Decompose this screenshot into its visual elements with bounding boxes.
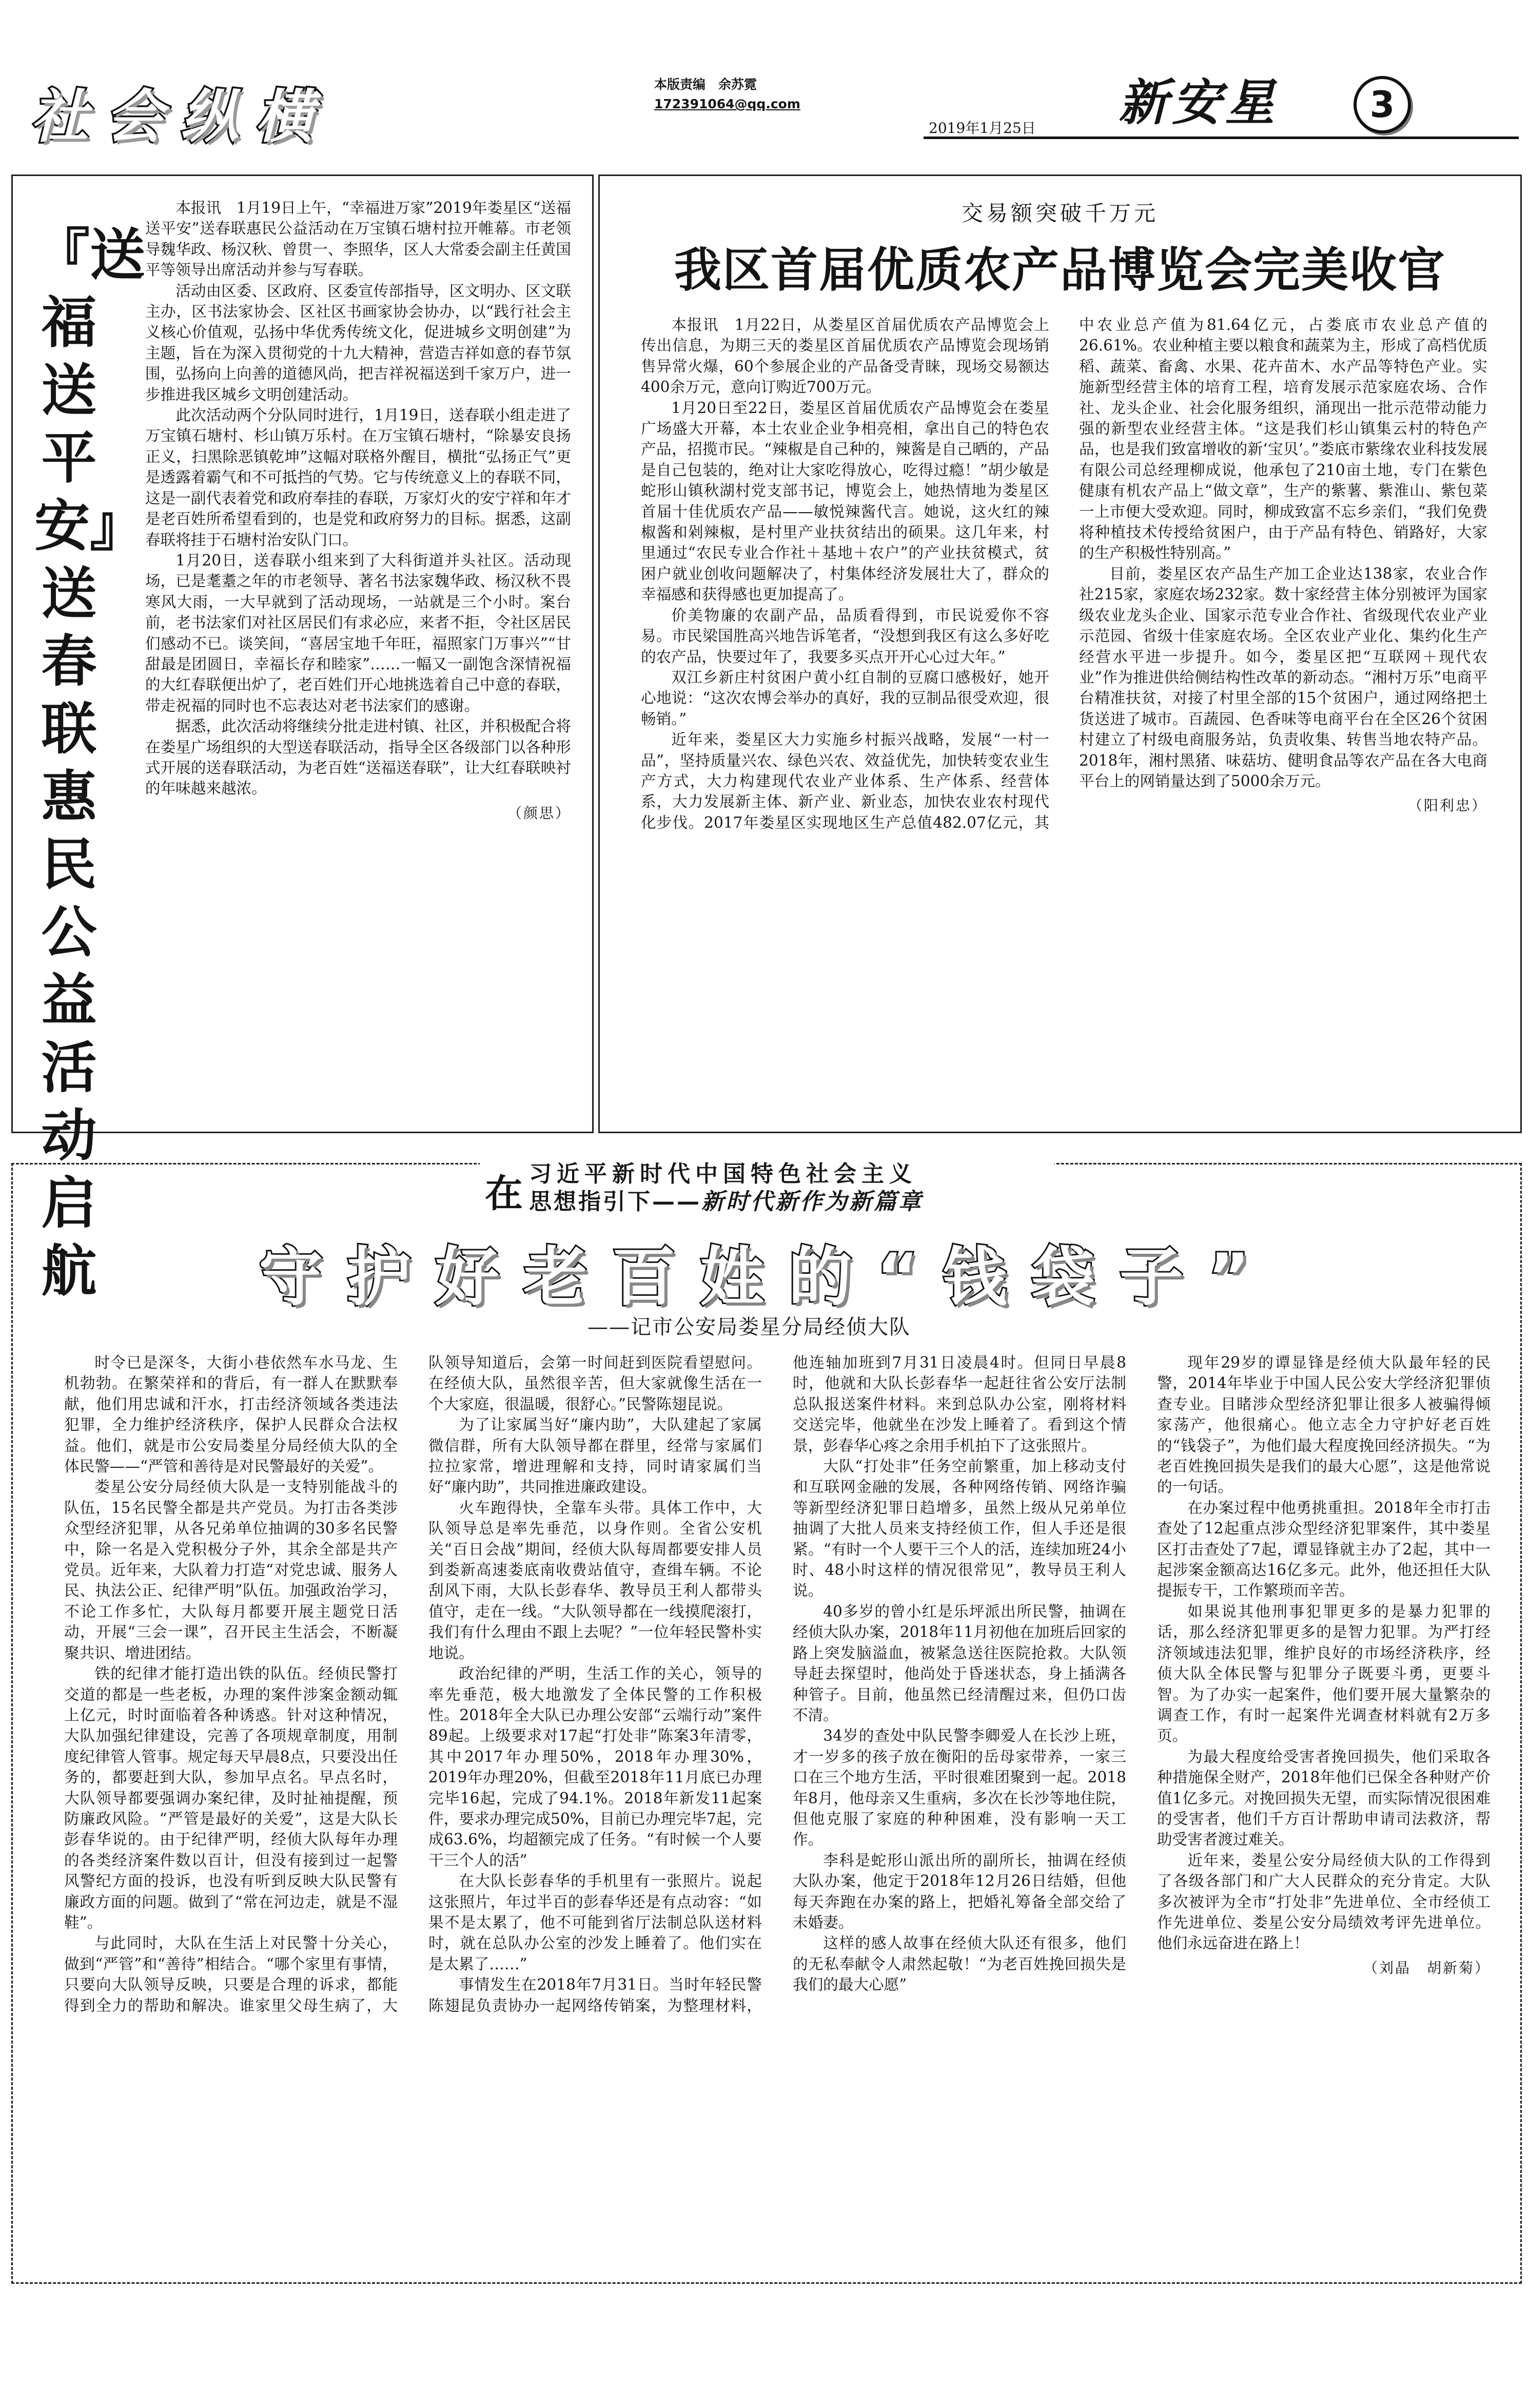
- paragraph: 时令已是深冬，大街小巷依然车水马龙、生机勃勃。在繁荣祥和的背后，有一群人在默默奉献，他们用忠诚和汗水，打击经济领域各类违法犯罪，全力维护经济秩序，保护人民群众合法权益。他们，就是市公安局娄星分局经侦大队的全体民警——“严管和善待是对民警最好的关爱”。: [64, 1354, 398, 1475]
- paragraph: 此次活动两个分队同时进行，1月19日，送春联小组走进了万宝镇石塘村、杉山镇万乐村。在万宝镇石塘村，“除暴安良扬正义，扫黑除恶镇乾坤”这幅对联格外醒目，横批“弘扬正气”更是透露着霸气和不可抵挡的气势。它与传统意义上的春联不同，这是一副代表着党和政府奉挂的春联，万家灯火的安宁祥和年才是老百姓所希望看到的，也是党和政府努力的目标。据悉，这副春联将挂于石塘村治安队门口。: [145, 406, 571, 549]
- paragraph: 火车跑得快，全靠车头带。具体工作中，大队领导总是率先垂范，以身作则。全省公安机关“百日会战”期间，经侦大队每周都要安排人员到娄新高速娄底南收费站值守，查缉车辆。不论刮风下雨，大队长彭春华、教导员王利人都带头值守，走在一线。“大队领导都在一线摸爬滚打，我们有什么理由不跟上去呢？”一位年轻民警朴实地说。: [428, 1499, 762, 1662]
- section-title: 社会纵横: [31, 84, 330, 150]
- paragraph: 价美物廉的农副产品，品质看得到，市民说爱你不容易。市民梁国胜高兴地告诉笔者，“没想到我区有这么多好吃的农产品，快要过年了，我要多买点开开心心过大年。”: [641, 606, 1049, 666]
- banner-line-1: 习近平新时代中国特色社会主义: [529, 1161, 917, 1187]
- byline: （刘晶 胡新菊）: [1363, 1959, 1491, 1976]
- banner-line-2b: 新时代新作为新篇章: [701, 1189, 923, 1215]
- banner-line-2: [529, 1183, 923, 1216]
- paragraph: 为了让家属当好“廉内助”，大队建起了家属微信群，所有大队领导都在群里，经常与家属们拉拉家常，增进理解和支持，同时请家属们当好“廉内助”，共同推进廉政建设。: [428, 1416, 762, 1496]
- paragraph: 目前，娄星区农产品生产加工企业达138家，农业合作社215家，家庭农场232家。数十家经营主体分别被评为国家级农业龙头企业、国家示范专业合作社、省级现代农业产业示范园、省级十佳家庭农场。全区农业产业化、集约化生产经营水平进一步提升。如今，娄星区把“互联网＋现代农业”作为推进供给侧结构性改革的新动态。“湘村万乐”电商平台精准扶贫，对接了村里全部的15个贫困户，通过网络把土货送进了城市。百蔬园、色香味等电商平台在全区26个贫困村建立了村级电商服务站，负责收集、转售当地农特产品。2018年，湘村黑猪、味菇坊、健明食品等农产品在各大电商平台上的网销量达到了5000余万元。: [1079, 565, 1487, 790]
- article-body: [64, 1352, 1491, 2271]
- article-economic-police: [11, 1163, 1522, 2284]
- masthead: [10, 66, 1519, 150]
- paragraph: 在大队长彭春华的手机里有一张照片。说起这张照片，年过半百的彭春华还是有点动容：“如果不是太累了，他不可能到省厅法制总队送材料时，就在总队办公室的沙发上睡着了。他们实在是太累了……”: [428, 1872, 762, 1973]
- editor-credit: [654, 75, 800, 114]
- paragraph: 这样的感人故事在经侦大队还有很多，他们的无私奉献令人肃然起敬！“为老百姓挽回损失是我们的最大心愿”: [793, 1934, 1126, 1994]
- paragraph: 如果说其他刑事犯罪更多的是暴力犯罪的话，那么经济犯罪更多的是智力犯罪。为严打经济领域违法犯罪，维护良好的市场经济秩序，经侦大队全体民警与犯罪分子既要斗勇，更要斗智。为了办实一起案件，他们要开展大量繁杂的调查工作，有时一起案件光调查材料就有2万多页。: [1157, 1602, 1491, 1745]
- editor-name: 本版责编 余苏霓: [654, 77, 757, 92]
- byline: （阳利忠）: [1407, 797, 1487, 814]
- paragraph: 现年29岁的谭显锋是经侦大队最年轻的民警，2014年毕业于中国人民公安大学经济犯罪侦查专业。目睹涉众型经济犯罪让很多人被骗得倾家荡产，他很痛心。他立志全力守护好老百姓的“钱袋子”，为他们最大程度挽回经济损失。“为老百姓挽回损失是我们的最大心愿”，这是他常说的一句话。: [1157, 1354, 1491, 1496]
- article-title-vertical: 『送福送平安』送春联惠民公益活动启航: [34, 223, 146, 1304]
- paragraph: 在办案过程中他勇挑重担。2018年全市打击查处了12起重点涉众型经济犯罪案件，其中娄星区打击查处了7起，谭显锋就主办了2起，其中一起涉案金额高达16亿多元。此外，他还担任大队提振专干，工作繁琐而辛苦。: [1157, 1499, 1491, 1600]
- kicker: 交易额突破千万元: [961, 201, 1159, 226]
- masthead-rule: [924, 137, 1519, 139]
- paragraph: 政治纪律的严明，生活工作的关心，领导的率先垂范，极大地激发了全体民警的工作积极性。2018年全大队已办理公安部“云端行动”案件89起。上级要求对17起“打处非”陈案3年清零，其中2017年办理50%，2018年办理30%，2019年办理20%，但截至2018年11月底已办理完毕16起，完成了94.1%。2018年新发11起案件，要求办理完成50%，目前已办理完毕7起，完成63.6%，均超额完成了任务。“有时候一个人要干三个人的活”: [428, 1665, 762, 1869]
- paragraph: 活动由区委、区政府、区委宣传部指导，区文明办、区文联主办，区书法家协会、区社区书画家协会协办，以“践行社会主义核心价值观，弘扬中华优秀传统文化，促进城乡文明创建”为主题，旨在为深入贯彻党的十九大精神，营造吉祥如意的春节氛围，弘扬向上向善的道德风尚，把吉祥祝福送到千家万户，进一步推进我区城乡文明创建活动。: [145, 282, 571, 403]
- paragraph: 近年来，娄星公安分局经侦大队的工作得到了各级各部门和广大人民群众的充分肯定。大队多次被评为全市“打处非”先进单位、全市经侦工作先进单位、娄星公安分局绩效考评先进单位。他们永远奋进在路上！: [1157, 1851, 1491, 1952]
- series-banner: [480, 1150, 1054, 1217]
- page-number-badge: 3: [1354, 76, 1411, 133]
- article-agri-expo: [598, 174, 1522, 1133]
- editor-email[interactable]: 172391064@qq.com: [654, 96, 800, 111]
- newspaper-logo: 新安星: [1119, 73, 1279, 131]
- paragraph: 本报讯 1月22日，从娄星区首届优质农产品博览会上传出信息，为期三天的娄星区首届优质农产品博览会现场销售异常火爆，60个参展企业的产品备受青睐，现场交易额达400余万元，意向订购近700万元。: [641, 316, 1049, 396]
- subheadline: ——记市公安局娄星分局经侦大队: [587, 1315, 911, 1339]
- paragraph: 34岁的查处中队民警李卿爱人在长沙上班，才一岁多的孩子放在衡阳的岳母家带养，一家三口在三个地方生活，平时很难团聚到一起。2018年8月，他母亲又生重病，多次在长沙等地住院，但他克服了家庭的种种困难，没有影响一天工作。: [793, 1727, 1126, 1849]
- byline: （颜思）: [507, 804, 571, 822]
- paragraph: 李科是蛇形山派出所的副所长，抽调在经侦大队办案，他定于2018年12月26日结婚，但他每天奔跑在办案的路上，把婚礼筹备全部交给了未婚妻。: [793, 1851, 1126, 1931]
- paragraph: 双江乡新庄村贫困户黄小红自制的豆腐口感极好，她开心地说：“这次农博会举办的真好，我的豆制品很受欢迎，很畅销。”: [641, 668, 1049, 728]
- paragraph: 与此同时，大队在生活上对民警十分关心，做到“严管”和“善待”相结合。“哪个家里有事情，只要向大队领导反映，只要是合理的诉求，都能得到全力的帮助和解决。谁家里父母生病了，大队领导知道后，会第一时间赶到医院看望慰问。在经侦大队，虽然很辛苦，但大家就像生活在一个大家庭，很温暖，很舒心。”民警陈翅昆说。: [64, 1354, 762, 2014]
- article-body: [641, 315, 1487, 1115]
- paragraph: 本报讯 1月19日上午，“幸福进万家”2019年娄星区“送福送平安”送春联惠民公益活动在万宝镇石塘村拉开帷幕。市老领导魏华政、杨汉秋、曾贯一、李照华，区人大常委会副主任黄国平等领导出席活动并参与写春联。: [145, 199, 571, 279]
- paragraph: 1月20日至22日，娄星区首届优质农产品博览会在娄星广场盛大开幕，本土农业企业争相亮相，拿出自己的特色农产品，招揽市民。“辣椒是自己种的，辣酱是自己晒的，产品是自己包装的，绝对让大家吃得放心，吃得过瘾！”胡少敏是蛇形山镇秋湖村党支部书记，博览会上，她热情地为娄星区首届十佳优质农产品——敏悦辣酱代言。她说，这火红的辣椒酱和剁辣椒，是村里产业扶贫结出的硕果。这几年来，村里通过“农民专业合作社＋基地＋农户”的产业扶贫模式，贫困户就业创收问题解决了，村集体经济发展壮大了，群众的幸福感和获得感也更加提高了。: [641, 399, 1049, 604]
- paragraph: 据悉，此次活动将继续分批走进村镇、社区，并积极配合将在娄星广场组织的大型送春联活动，指导全区各级部门以各种形式开展的送春联活动，为老百姓“送福送春联”，让大红春联映衬的年味越来越浓。: [145, 717, 571, 798]
- banner-line-2a: 思想指引下——: [529, 1189, 701, 1215]
- article-spring-couplets: [11, 174, 594, 1304]
- paragraph: 近年来，娄星区大力实施乡村振兴战略，发展“一村一品”，坚持质量兴农、绿色兴农、效益优先，加快转变农业生产方式，大力构建现代农业产业体系、生产体系、经营体系，大力发展新主体、新产业、新业态，加快农业农村现代化步伐。2017年娄星区实现地区生产总值482.07亿元，其中农业总产值为81.64亿元，占娄底市农业总产值的26.61%。农业种植主要以粮食和蔬菜为主，形成了高档优质稻、蔬菜、畜禽、水果、花卉苗木、水产品等特色产业。实施新型经营主体的培育工程，培育发展示范家庭农场、合作社、龙头企业、社会化服务组织，涌现出一批示范带动能力强的新型农业经营主体。“这是我们杉山镇集云村的特色产品，也是我们致富增收的新‘宝贝’。”娄底市紫缘农业科技发展有限公司总经理柳成说，他承包了210亩土地，专门在紫色健康有机农产品上“做文章”，生产的紫薯、紫淮山、紫包菜一上市便大受欢迎。同时，柳成致富不忘乡亲们，“我们免费将种植技术传授给贫困户，由于产品有特色、销路好，大家的生产积极性特别高。”: [641, 316, 1487, 831]
- headline: 守护好老百姓的“钱袋子”: [259, 1240, 1275, 1314]
- paragraph: 铁的纪律才能打造出铁的队伍。经侦民警打交道的都是一些老板，办理的案件涉案金额动辄上亿元，时时面临着各种诱惑。针对这种情况，大队加强纪律建设，完善了各项规章制度，用制度纪律管人管事。规定每天早晨8点，只要没出任务的，都要赶到大队，参加早点名。早点名时，大队领导都要强调办案纪律，及时扯袖提醒，预防廉政风险。“严管是最好的关爱”，这是大队长彭春华说的。由于纪律严明，经侦大队每年办理的各类经济案件数以百计，但没有接到过一起警风警纪方面的投诉，也没有听到反映大队民警有廉政方面的问题。做到了“常在河边走，就是不湿鞋”。: [64, 1665, 398, 1931]
- paragraph: 娄星公安分局经侦大队是一支特别能战斗的队伍，15名民警全都是共产党员。为打击各类涉众型经济犯罪，从各兄弟单位抽调的30多名民警中，除一名是入党积极分子外，其余全部是共产党员。近年来，大队着力打造“对党忠诚、服务人民、执法公正、纪律严明”队伍。加强政治学习，不论工作多忙，大队每月都要开展主题党日活动，开展“三会一课”，召开民主生活会，不断凝聚共识、增进团结。: [64, 1478, 398, 1662]
- paragraph: 1月20日，送春联小组来到了大科街道并头社区。活动现场，已是耄耋之年的市老领导、著名书法家魏华政、杨汉秋不畏寒风大雨，一大早就到了活动现场，一站就是三个小时。案台前，老书法家们对社区居民们有求必应，来者不拒，令社区居民们感动不已。谈笑间，“喜居宝地千年旺，福照家门万事兴”“甘甜最是团圆日，幸福长存和睦家”……一幅又一副饱含深情祝福的大红春联便出炉了，老百姓们开心地挑选着自己中意的春联，带走祝福的同时也不忘表达对老书法家们的感谢。: [145, 551, 571, 714]
- banner-prefix: 在: [485, 1172, 523, 1216]
- headline: 我区首届优质农产品博览会完美收官: [674, 243, 1446, 298]
- publication-date: 2019年1月25日: [929, 120, 1036, 137]
- article-body: [145, 198, 571, 824]
- paragraph: 40多岁的曾小红是乐坪派出所民警，抽调在经侦大队办案，2018年11月初他在加班后回家的路上突发脑溢血，被紧急送往医院抢救。大队领导赶去探望时，他尚处于昏迷状态，身上插满各种管子。目前，他虽然已经清醒过来，但仍口齿不清。: [793, 1602, 1126, 1724]
- paragraph: 为最大程度给受害者挽回损失，他们采取各种措施保全财产，2018年他们已保全各种财产价值1亿多元。对挽回损失无望，而实际情况很困难的受害者，他们千方百计帮助申请司法救济，帮助受害者渡过难关。: [1157, 1747, 1491, 1849]
- paragraph: 事情发生在2018年7月31日。当时年轻民警陈翅昆负责协办一起网络传销案，为整理材料，他连轴加班到7月31日凌晨4时。但同日早晨8时，他就和大队长彭春华一起赶往省公安厅法制总队报送案件材料。来到总队办公室，刚将材料交送完毕，他就坐在沙发上睡着了。看到这个情景，彭春华心疼之余用手机拍下了这张照片。: [428, 1354, 1126, 2014]
- paragraph: 大队“打处非”任务空前繁重，加上移动支付和互联网金融的发展，各种网络传销、网络诈骗等新型经济犯罪日趋增多，虽然上级从兄弟单位抽调了大批人员来支持经侦工作，但人手还是很紧。“有时一个人要干三个人的活，连续加班24小时、48小时这样的情况很常见”，教导员王利人说。: [793, 1458, 1126, 1600]
